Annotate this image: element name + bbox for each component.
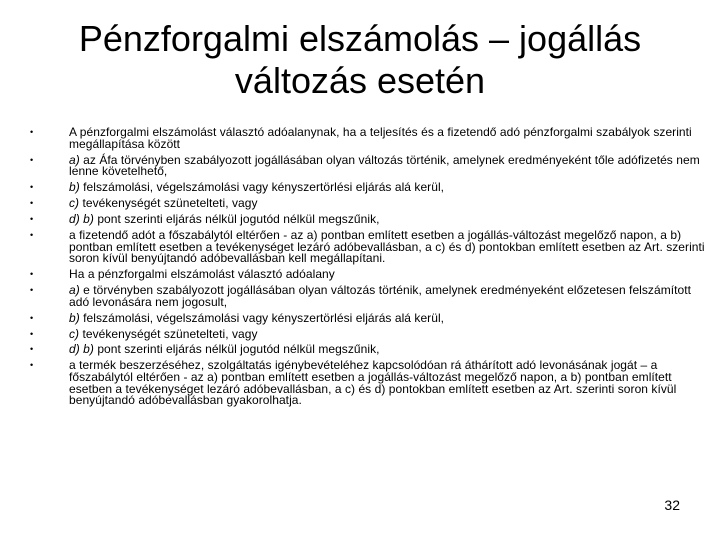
slide-title-line-2: változás esetén xyxy=(234,60,486,101)
bullet-text xyxy=(69,227,710,266)
bullet-icon: • xyxy=(30,229,34,240)
bullet-prefix: b) xyxy=(69,180,80,195)
bullet-prefix: d) b) xyxy=(69,342,94,357)
bullet-item xyxy=(24,152,710,179)
bullet-body: pont szerinti eljárás nélkül jogutód nélkül megszűnik, xyxy=(93,211,380,226)
bullet-icon: • xyxy=(30,344,34,355)
bullet-prefix: d) b) xyxy=(69,211,94,226)
bullet-icon: • xyxy=(30,360,34,371)
bullet-prefix: b) xyxy=(69,310,80,325)
bullet-icon: • xyxy=(30,312,34,323)
bullet-body: tevékenységét szünetelteti, vagy xyxy=(79,196,258,211)
bullet-icon: • xyxy=(30,127,34,137)
bullet-body: a termék beszerzéséhez, szolgáltatás igénybevételéhez kapcsolódóan rá áthárított adó levonásának jogát – a főszabálytól eltérően - az a) pontban említett esetben a jogállás-változást megelőző napon, a b) pontban említett esetben a tevékenységet lezáró adóbevallásban, a c) és d) pontokban említett esetben az Art. szerinti soron kívül benyújtandó adóbevallásban gyakorolhatja. xyxy=(69,358,677,408)
bullet-prefix: a) xyxy=(69,283,80,298)
bullet-text xyxy=(69,269,710,281)
bullet-list xyxy=(24,127,710,411)
bullet-body: tevékenységét szünetelteti, vagy xyxy=(79,326,258,341)
bullet-item xyxy=(24,326,710,341)
bullet-icon: • xyxy=(30,198,34,209)
bullet-text xyxy=(69,152,710,179)
bullet-icon: • xyxy=(30,182,34,193)
page-number: 32 xyxy=(664,497,680,513)
bullet-text xyxy=(69,285,710,308)
bullet-item xyxy=(24,198,710,210)
bullet-item xyxy=(24,227,710,266)
bullet-body: pont szerinti eljárás nélkül jogutód nélkül megszűnik, xyxy=(93,342,380,357)
bullet-text xyxy=(69,310,710,325)
bullet-text xyxy=(69,127,710,150)
bullet-text xyxy=(69,360,710,407)
bullet-icon: • xyxy=(30,269,34,280)
bullet-body: A pénzforgalmi elszámolást választó adóalanynak, ha a teljesítés és a fizetendő adó pénzforgalmi szabályok szerinti megállapítása között xyxy=(69,125,692,151)
bullet-item xyxy=(24,360,710,407)
bullet-body: felszámolási, végelszámolási vagy kényszertörlési eljárás alá kerül, xyxy=(79,180,445,195)
bullet-prefix: c) xyxy=(69,326,80,341)
bullet-item xyxy=(24,344,710,356)
bullet-body: Ha a pénzforgalmi elszámolást választó adóalany xyxy=(69,267,335,282)
bullet-icon: • xyxy=(30,285,34,296)
bullet-icon: • xyxy=(30,154,34,165)
bullet-item xyxy=(24,211,710,226)
bullet-item xyxy=(24,285,710,308)
bullet-item xyxy=(24,269,710,281)
slide-title xyxy=(20,18,700,102)
bullet-text xyxy=(69,344,710,356)
bullet-text xyxy=(69,211,710,226)
bullet-text xyxy=(69,198,710,210)
bullet-body: e törvényben szabályozott jogállásában olyan változás történik, amelynek eredményeként előzetesen felszámított adó levonására nem jogosult, xyxy=(69,283,692,309)
bullet-prefix: a) xyxy=(69,152,80,167)
bullet-body: a fizetendő adót a főszabálytól eltérően - az a) pontban említett esetben a jogállás-változást megelőző napon, a b) pontban említett esetben a tevékenységet lezáró adóbevallásban, a c) és d) pontokban említett esetben az Art. szerinti soron kívül benyújtandó adóbevallásban kell megállapítani. xyxy=(69,227,705,266)
slide-title-line-1: Pénzforgalmi elszámolás – jogállás xyxy=(78,18,642,59)
bullet-body: az Áfa törvényben szabályozott jogállásában olyan változás történik, amelynek eredményeként tőle adófizetés nem lenne követelhető, xyxy=(69,152,700,179)
bullet-icon: • xyxy=(30,213,34,224)
bullet-text xyxy=(69,182,710,194)
bullet-item xyxy=(24,127,710,150)
bullet-icon: • xyxy=(30,328,34,339)
bullet-item xyxy=(24,310,710,325)
bullet-prefix: c) xyxy=(69,196,80,211)
bullet-body: felszámolási, végelszámolási vagy kényszertörlési eljárás alá kerül, xyxy=(79,310,445,325)
bullet-text xyxy=(69,326,710,341)
bullet-item xyxy=(24,182,710,194)
